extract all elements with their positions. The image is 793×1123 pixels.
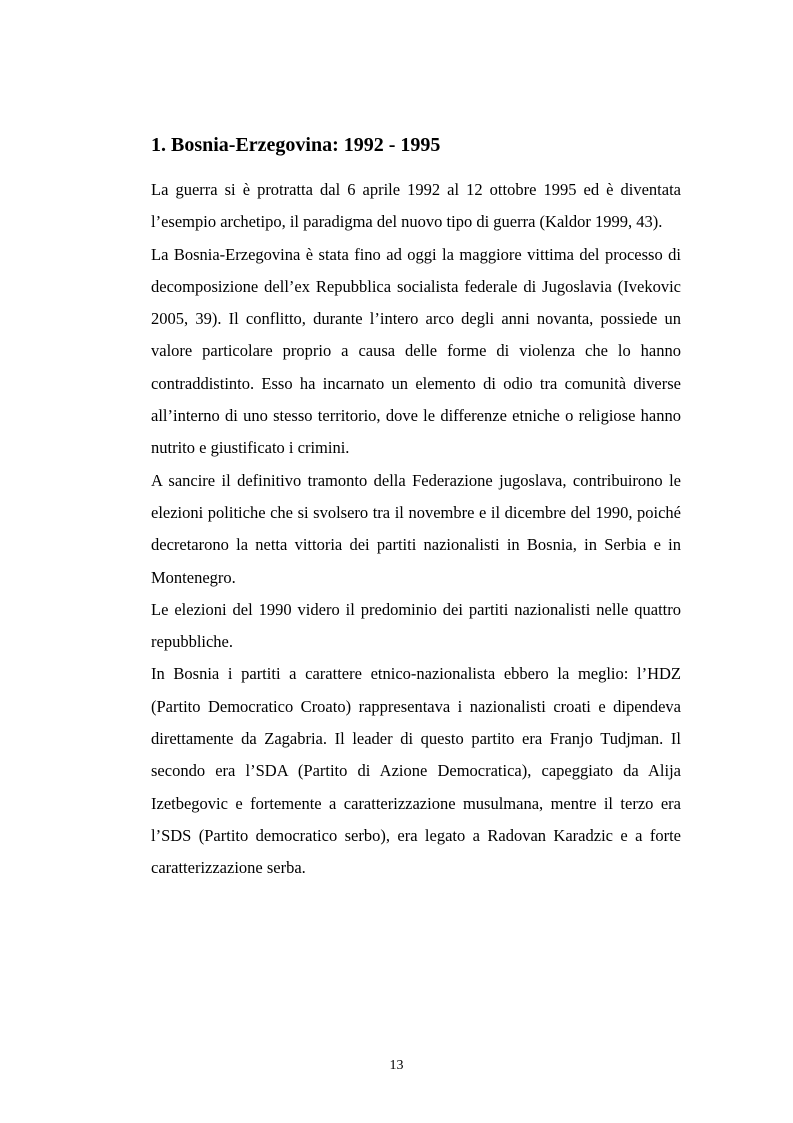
- section-heading: 1. Bosnia-Erzegovina: 1992 - 1995: [151, 134, 441, 156]
- paragraph: La guerra si è protratta dal 6 aprile 1992 al 12 ottobre 1995 ed è diventata l’esempio archetipo, il paradigma del nuovo tipo di guerra (Kaldor 1999, 43).: [151, 180, 681, 232]
- paragraph: A sancire il definitivo tramonto della Federazione jugoslava, contribuirono le elezioni politiche che si svolsero tra il novembre e il dicembre del 1990, poiché decretarono la netta vittoria dei partiti nazionalisti in Bosnia, in Serbia e in Montenegro.: [151, 470, 681, 587]
- paragraph: Le elezioni del 1990 videro il predominio dei partiti nazionalisti nelle quattro repubbliche.: [151, 599, 681, 652]
- paragraph: In Bosnia i partiti a carattere etnico-nazionalista ebbero la meglio: l’HDZ (Partito Democratico Croato) rappresentava i nazionalisti croati e dipendeva direttamente da Zagabria. Il leader di questo partito era Franjo Tudjman. Il secondo era l’SDA (Partito di Azione Democratica), capeggiato da Alija Izetbegovic e fortemente a caratterizzazione musulmana, mentre il terzo era l’SDS (Partito democratico serbo), era legato a Radovan Karadzic e a forte caratterizzazione serba.: [151, 664, 681, 878]
- page-number: 13: [389, 1058, 404, 1073]
- body-text: [151, 174, 681, 885]
- paragraph: La Bosnia-Erzegovina è stata fino ad oggi la maggiore vittima del processo di decomposizione dell’ex Repubblica socialista federale di Jugoslavia (Ivekovic 2005, 39). Il conflitto, durante l’intero arco degli anni novanta, possiede un valore particolare proprio a causa delle forme di violenza che lo hanno contraddistinto. Esso ha incarnato un elemento di odio tra comunità diverse all’interno di uno stesso territorio, dove le differenze etniche o religiose hanno nutrito e giustificato i crimini.: [151, 244, 681, 458]
